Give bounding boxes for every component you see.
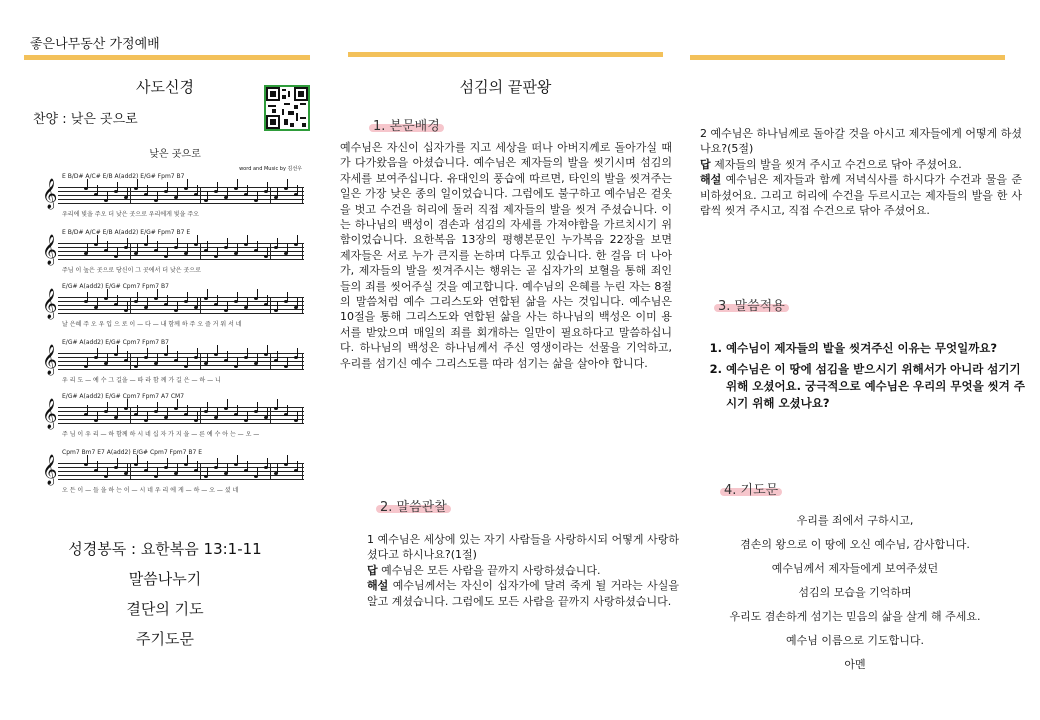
prayer-line: 예수님 이름으로 기도합니다. bbox=[785, 634, 924, 647]
note-stem bbox=[277, 351, 278, 360]
section-label-observation bbox=[372, 494, 455, 517]
note-stem bbox=[97, 461, 98, 470]
note-stem bbox=[157, 289, 158, 298]
staff-row bbox=[40, 451, 310, 505]
note-stem bbox=[237, 179, 238, 188]
bar-line bbox=[302, 297, 303, 313]
note-stem bbox=[297, 235, 298, 244]
bar-line bbox=[270, 353, 271, 369]
note-stem bbox=[267, 295, 268, 304]
bar-line bbox=[130, 407, 131, 423]
prayer-line: 섬김의 모습을 기억하며 bbox=[798, 586, 912, 599]
note-stem bbox=[187, 405, 188, 414]
left-divider bbox=[24, 55, 310, 60]
bar-line bbox=[270, 297, 271, 313]
note-stem bbox=[117, 247, 118, 256]
note-stem bbox=[297, 298, 298, 307]
staff-line bbox=[58, 479, 304, 480]
note-stem bbox=[147, 235, 148, 244]
note-stem bbox=[247, 348, 248, 357]
bar-line bbox=[270, 187, 271, 203]
staff-row bbox=[40, 341, 310, 395]
chord-symbols: Cpm7 Bm7 E7 A(add2) E/G# Cpm7 Fpm7 B7 E bbox=[62, 449, 202, 456]
chord-symbols: E B/D# A/C# E/B A(add2) E/G# Fpm7 B7 E bbox=[62, 229, 191, 236]
note-stem bbox=[97, 348, 98, 357]
sheet-credit: word and Music by 김선우 bbox=[239, 166, 302, 172]
note-stem bbox=[167, 345, 168, 354]
prayer-line: 예수님께서 제자들에게 보여주셨던 bbox=[771, 562, 939, 575]
note-stem bbox=[207, 402, 208, 411]
staff-line bbox=[58, 199, 304, 200]
hymn-title: 찬양 : 낮은 곳으로 bbox=[33, 112, 138, 127]
note-stem bbox=[97, 411, 98, 420]
prayer-line: 겸손의 왕으로 이 땅에 오신 예수님, 감사합니다. bbox=[740, 538, 970, 551]
note-stem bbox=[167, 295, 168, 304]
note-stem bbox=[107, 354, 108, 363]
bar-line bbox=[302, 463, 303, 479]
note-stem bbox=[167, 458, 168, 467]
note-stem bbox=[187, 357, 188, 366]
right-divider bbox=[690, 55, 1005, 60]
note-stem bbox=[257, 191, 258, 200]
note-stem bbox=[257, 289, 258, 298]
explanation-text: 예수님은 제자들과 함께 저녁식사를 하시다가 수건과 물을 준비하셨어요. 그리고 허리에 수건을 두르시고는 제자들의 발을 한 사람씩 씻겨 주시고, 직접 수건으로 닦아 주셨어요. bbox=[700, 173, 1022, 218]
program-item: 결단의 기도 bbox=[126, 600, 204, 618]
note-stem bbox=[127, 188, 128, 197]
note-stem bbox=[127, 464, 128, 473]
note-stem bbox=[267, 182, 268, 191]
answer-label: 답 bbox=[700, 157, 711, 171]
note-stem bbox=[227, 188, 228, 197]
sermon-title: 섬김의 끝판왕 bbox=[459, 78, 552, 96]
note-stem bbox=[207, 467, 208, 476]
prayer-line: 아멘 bbox=[844, 658, 866, 671]
note-stem bbox=[297, 461, 298, 470]
note-stem bbox=[137, 179, 138, 188]
note-stem bbox=[157, 354, 158, 363]
note-stem bbox=[207, 354, 208, 363]
middle-divider bbox=[348, 52, 663, 57]
note-stem bbox=[247, 411, 248, 420]
note-stem bbox=[227, 301, 228, 310]
bar-line bbox=[200, 463, 201, 479]
chord-symbols: E/G# A(add2) E/G# Cpm7 Fpm7 B7 bbox=[62, 283, 169, 290]
note-stem bbox=[127, 351, 128, 360]
staff-line bbox=[58, 309, 304, 310]
qr-code-icon[interactable] bbox=[264, 85, 310, 131]
prayer-line: 우리도 겸손하게 섬기는 믿음의 삶을 살게 해 주세요. bbox=[729, 610, 981, 623]
note-stem bbox=[117, 295, 118, 304]
note-stem bbox=[207, 241, 208, 250]
note-stem bbox=[187, 455, 188, 464]
note-stem bbox=[287, 244, 288, 253]
note-stem bbox=[237, 244, 238, 253]
note-stem bbox=[177, 464, 178, 473]
note-stem bbox=[157, 467, 158, 476]
application-list bbox=[704, 340, 1030, 416]
background-text: 예수님은 자신이 십자가를 지고 세상을 떠나 아버지께로 돌아가실 때가 다가왔음을 아셨습니다. 예수님은 제자들의 발을 씻기시며 섬김의 자세를 보여주십니다. 유대인의 풍습에 따르면, 타인의 발을 씻겨주는 일은 가장 낮은 종의 일이었습니다. 그럼에도 불구하고 예수님은 겉옷을 벗고 수건을 허리에 둘러 직접 제자들의 발을 씻겨 주셨습니다. 이는 하나님의 백성이 겸손과 섬김의 자세를 가져야함을 가르치시기 위함이었습니다. 요한복음 13장의 평행본문인 누가복음 22장을 보면 제자들은 서로 누가 큰지를 논하며 다투고 있습니다. 한 걸음 더 나아가, 제자들의 발을 씻겨주시는 행위는 곧 십자가의 보혈을 통해 죄인들의 죄를 씻어주실 것을 예고합니다. 예수님의 은혜를 누린 자는 8절의 말씀처럼 예수 그리스도와 연합된 삶을 사는 것입니다. 예수님은 10절을 통해 그리스도와 연합된 삶을 사는 하나님의 백성은 이미 용서를 받았으며 매일의 죄를 회개하는 일만이 필요하다고 말씀하십니다. 하나님의 백성은 하나님께서 주신 영생이라는 선물을 기억하고, 우리를 섬기신 예수 그리스도를 따라 섬기는 삶을 살아야 합니다. bbox=[340, 141, 672, 370]
explanation-label: 해설 bbox=[700, 173, 722, 187]
note-stem bbox=[227, 351, 228, 360]
treble-clef-icon: 𝄞 bbox=[42, 399, 58, 429]
chord-symbols: E/G# A(add2) E/G# Cpm7 Fpm7 B7 bbox=[62, 339, 169, 346]
note-stem bbox=[227, 399, 228, 408]
note-stem bbox=[297, 185, 298, 194]
note-stem bbox=[247, 185, 248, 194]
note-stem bbox=[217, 408, 218, 417]
note-stem bbox=[177, 188, 178, 197]
note-stem bbox=[147, 411, 148, 420]
note-stem bbox=[157, 191, 158, 200]
bar-line bbox=[270, 407, 271, 423]
bar-line bbox=[130, 353, 131, 369]
question-1: 1 예수님은 세상에 있는 자기 사람들을 사랑하시되 어떻게 사랑하셨다고 하시나요?(1절) bbox=[367, 533, 679, 562]
answer-label: 답 bbox=[367, 563, 378, 577]
note-stem bbox=[247, 461, 248, 470]
treble-clef-icon: 𝄞 bbox=[42, 455, 58, 485]
prayer-line: 우리를 죄에서 구하시고, bbox=[796, 514, 914, 527]
bar-line bbox=[130, 297, 131, 313]
note-stem bbox=[277, 301, 278, 310]
note-stem bbox=[197, 348, 198, 357]
note-stem bbox=[237, 455, 238, 464]
note-stem bbox=[197, 411, 198, 420]
sheet-title: 낮은 곳으로 bbox=[149, 149, 201, 160]
note-stem bbox=[187, 244, 188, 253]
note-stem bbox=[267, 408, 268, 417]
note-stem bbox=[117, 182, 118, 191]
note-stem bbox=[147, 461, 148, 470]
bar-line bbox=[130, 463, 131, 479]
note-stem bbox=[87, 244, 88, 253]
note-stem bbox=[197, 461, 198, 470]
note-stem bbox=[287, 292, 288, 301]
note-stem bbox=[87, 179, 88, 188]
note-stem bbox=[197, 298, 198, 307]
chord-symbols: E B/D# A/C# E/B A(add2) E/G# Fpm7 B7 bbox=[62, 173, 185, 180]
note-stem bbox=[147, 185, 148, 194]
treble-clef-icon: 𝄞 bbox=[42, 345, 58, 375]
note-stem bbox=[277, 399, 278, 408]
staff-line bbox=[58, 259, 304, 260]
note-stem bbox=[247, 235, 248, 244]
staff-line bbox=[58, 423, 304, 424]
note-stem bbox=[237, 357, 238, 366]
note-stem bbox=[137, 244, 138, 253]
lyric-line: 우 리 도 — 예 수 그 길을 — 따 라 함 께 가 길 은 — 하 — 니 bbox=[62, 377, 221, 384]
bar-line bbox=[200, 187, 201, 203]
note-stem bbox=[287, 357, 288, 366]
note-stem bbox=[87, 357, 88, 366]
explanation-label: 해설 bbox=[367, 579, 389, 593]
note-stem bbox=[177, 351, 178, 360]
answer-2 bbox=[700, 157, 1022, 172]
note-stem bbox=[237, 292, 238, 301]
note-stem bbox=[217, 458, 218, 467]
treble-clef-icon: 𝄞 bbox=[42, 235, 58, 265]
note-stem bbox=[157, 241, 158, 250]
note-stem bbox=[87, 292, 88, 301]
note-stem bbox=[287, 179, 288, 188]
note-stem bbox=[197, 185, 198, 194]
note-stem bbox=[227, 238, 228, 247]
staff-line bbox=[58, 313, 304, 314]
section-label-prayer bbox=[716, 477, 786, 500]
note-stem bbox=[267, 458, 268, 467]
note-stem bbox=[287, 455, 288, 464]
chord-symbols: E/G# A(add2) E/G# Cpm7 Fpm7 A7 CM7 bbox=[62, 393, 185, 400]
creed-title: 사도신경 bbox=[136, 78, 194, 96]
note-stem bbox=[217, 182, 218, 191]
note-stem bbox=[117, 345, 118, 354]
bar-line bbox=[302, 187, 303, 203]
lyric-line: 우리에 빛을 주오 더 낮은 곳으로 우리에게 빛을 주오 bbox=[62, 211, 199, 218]
lyric-line: 주 님 이 우 리 — 하 함께 하 시 네 십 자 가 지 을 — 른 예 수 아 는 — 오 — bbox=[62, 431, 260, 438]
observation-block-2 bbox=[700, 126, 1022, 218]
note-stem bbox=[247, 298, 248, 307]
note-stem bbox=[137, 357, 138, 366]
bar-line bbox=[270, 243, 271, 259]
bar-line bbox=[200, 297, 201, 313]
staff-row bbox=[40, 395, 310, 449]
note-stem bbox=[107, 467, 108, 476]
bar-line bbox=[200, 243, 201, 259]
section-label: 1. 본문배경 bbox=[373, 119, 440, 134]
note-stem bbox=[207, 289, 208, 298]
bar-line bbox=[302, 353, 303, 369]
note-stem bbox=[277, 188, 278, 197]
reading: 성경봉독 : 요한복음 13:1-11 bbox=[68, 540, 262, 558]
treble-clef-icon: 𝄞 bbox=[42, 179, 58, 209]
sheet-music bbox=[40, 135, 310, 494]
staff-row bbox=[40, 175, 310, 229]
note-stem bbox=[107, 191, 108, 200]
staff-line bbox=[58, 361, 304, 362]
note-stem bbox=[177, 301, 178, 310]
section-label-application bbox=[710, 293, 793, 316]
note-stem bbox=[87, 405, 88, 414]
note-stem bbox=[167, 247, 168, 256]
section-label: 3. 말씀적용 bbox=[718, 299, 785, 314]
note-stem bbox=[147, 298, 148, 307]
note-stem bbox=[227, 464, 228, 473]
lyric-line: 날 은혜 주 오 우 입 으 로 이 — 다 — 내 함께 하 주 오 즐 거 워 서 네 bbox=[62, 321, 242, 328]
bar-line bbox=[200, 407, 201, 423]
note-stem bbox=[217, 345, 218, 354]
note-stem bbox=[97, 185, 98, 194]
explanation-2 bbox=[700, 172, 1022, 218]
note-stem bbox=[127, 301, 128, 310]
lyric-line: 주님 이 높은 곳으로 당신이 그 곳에서 더 낮은 곳으로 bbox=[62, 267, 201, 274]
bar-line bbox=[270, 463, 271, 479]
bar-line bbox=[200, 353, 201, 369]
note-stem bbox=[97, 298, 98, 307]
staff-row bbox=[40, 231, 310, 285]
header-subtitle: 좋은나무동산 가정예배 bbox=[30, 37, 160, 52]
note-stem bbox=[257, 241, 258, 250]
program-item: 주기도문 bbox=[136, 630, 194, 648]
note-stem bbox=[167, 182, 168, 191]
bar-line bbox=[130, 243, 131, 259]
bar-line bbox=[302, 407, 303, 423]
note-stem bbox=[117, 458, 118, 467]
bar-line bbox=[302, 243, 303, 259]
answer-text: 제자들의 발을 씻겨 주시고 수건으로 닦아 주셨어요. bbox=[710, 157, 962, 171]
note-stem bbox=[137, 292, 138, 301]
note-stem bbox=[187, 292, 188, 301]
section-label-background bbox=[365, 113, 448, 136]
note-stem bbox=[197, 235, 198, 244]
note-stem bbox=[177, 238, 178, 247]
note-stem bbox=[257, 402, 258, 411]
staff-line bbox=[58, 365, 304, 366]
note-stem bbox=[187, 179, 188, 188]
staff-row bbox=[40, 285, 310, 339]
lyric-line: 오 든 이 — 들 을 하 는 이 — 시 네 우 리 에 게 — 하 — 오 — 셨 네 bbox=[62, 487, 239, 494]
note-stem bbox=[127, 238, 128, 247]
note-stem bbox=[107, 241, 108, 250]
note-stem bbox=[87, 455, 88, 464]
note-stem bbox=[217, 295, 218, 304]
application-item: 2. 예수님은 이 땅에 섬김을 받으시기 위해서가 아니라 섬기기 위해 오셨어요. 궁극적으로 예수님은 우리의 무엇을 씻겨 주시기 위해 오셨나요? bbox=[726, 361, 1030, 412]
observation-block bbox=[367, 532, 679, 609]
note-stem bbox=[137, 455, 138, 464]
staff-line bbox=[58, 475, 304, 476]
note-stem bbox=[107, 289, 108, 298]
treble-clef-icon: 𝄞 bbox=[42, 289, 58, 319]
note-stem bbox=[97, 235, 98, 244]
staff-line bbox=[58, 203, 304, 204]
note-stem bbox=[257, 467, 258, 476]
application-item: 1. 예수님이 제자들의 발을 씻겨주신 이유는 무엇일까요? bbox=[726, 340, 1030, 357]
note-stem bbox=[287, 405, 288, 414]
note-stem bbox=[117, 408, 118, 417]
section-label: 4. 기도문 bbox=[724, 483, 779, 498]
note-stem bbox=[207, 191, 208, 200]
note-stem bbox=[167, 408, 168, 417]
note-stem bbox=[177, 399, 178, 408]
program-item: 말씀나누기 bbox=[128, 570, 202, 588]
note-stem bbox=[147, 348, 148, 357]
note-stem bbox=[297, 411, 298, 420]
explanation-text: 예수님께서는 자신이 십자가에 달려 죽게 될 거라는 사실을 알고 계셨습니다. 그럼에도 모든 사람을 끝까지 사랑하셨습니다. bbox=[367, 579, 679, 608]
note-stem bbox=[107, 402, 108, 411]
answer-text: 예수님은 모든 사람을 끝까지 사랑하셨습니다. bbox=[377, 563, 601, 577]
note-stem bbox=[157, 402, 158, 411]
answer-1 bbox=[367, 563, 679, 578]
note-stem bbox=[127, 399, 128, 408]
explanation-1 bbox=[367, 578, 679, 609]
note-stem bbox=[257, 354, 258, 363]
note-stem bbox=[137, 405, 138, 414]
note-stem bbox=[267, 345, 268, 354]
note-stem bbox=[267, 247, 268, 256]
note-stem bbox=[277, 464, 278, 473]
question-2: 2 예수님은 하나님께로 돌아갈 것을 아시고 제자들에게 어떻게 하셨나요?(5절) bbox=[700, 127, 1022, 156]
bar-line bbox=[130, 187, 131, 203]
staff-line bbox=[58, 369, 304, 370]
section-label: 2. 말씀관찰 bbox=[380, 500, 447, 515]
note-stem bbox=[297, 348, 298, 357]
note-stem bbox=[277, 238, 278, 247]
note-stem bbox=[217, 247, 218, 256]
prayer-block bbox=[690, 512, 1020, 680]
note-stem bbox=[237, 405, 238, 414]
